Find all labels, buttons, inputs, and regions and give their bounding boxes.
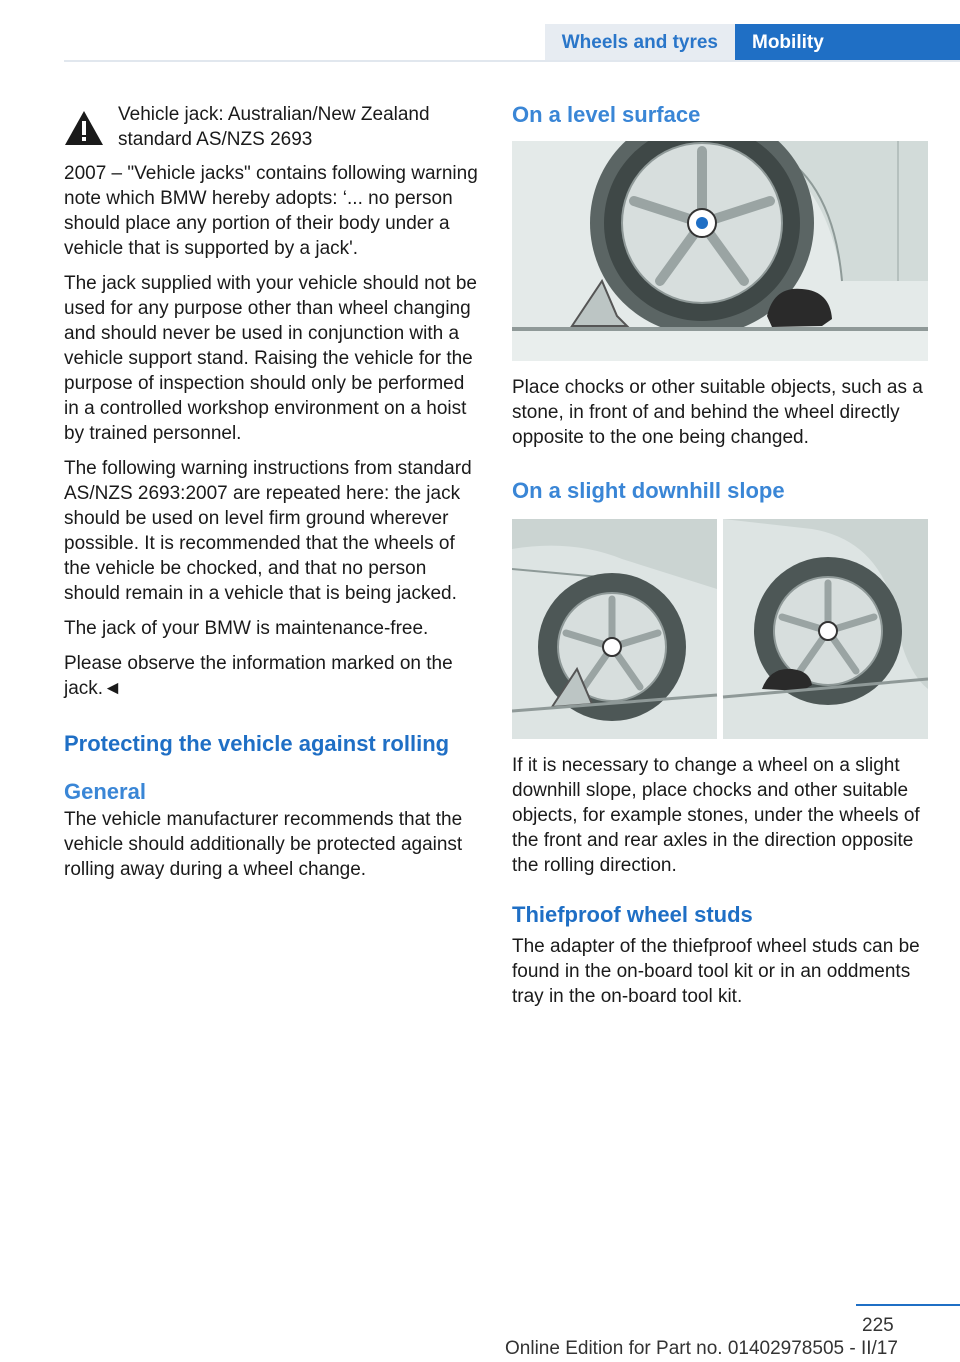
level-surface-title: On a level surface	[512, 102, 701, 127]
paragraph: The following warning instructions from standard AS/NZS 2693:2007 are repeated here: the jack should be used on level firm ground wherever possible. It is recommended that the wheels of the vehicle be chocked, and that no person should remain in a vehicle that is being jacked.	[64, 458, 472, 604]
tab-wheels-and-tyres[interactable]: Wheels and tyres	[545, 24, 735, 61]
downhill-slope-title: On a slight downhill slope	[512, 478, 785, 503]
level-surface-illustration	[512, 141, 928, 361]
thiefproof-studs-text: The adapter of the thiefproof wheel studs can be found in the on-board tool kit or in an oddments tray in the on-board tool kit.	[512, 936, 920, 1007]
paragraph: The vehicle manufacturer recommends that the vehicle should additionally be protected against rolling away during a wheel change.	[64, 809, 463, 880]
thiefproof-studs-title: Thiefproof wheel studs	[512, 902, 753, 927]
paragraph: 2007 – "Vehicle jacks" contains following warning note which BMW hereby adopts: ‘... no person should place any portion of their body under a vehicle that is supported by a jack'.	[64, 163, 478, 259]
page-number: 225	[862, 1315, 894, 1336]
right-column	[512, 102, 926, 1019]
downhill-slope-text: If it is necessary to change a wheel on a slight downhill slope, place chocks and other suitable objects, for example stones, under the wheels of the front and rear axles in the direction opposite the rolling direction.	[512, 755, 920, 876]
left-column	[64, 102, 478, 892]
paragraph: The jack supplied with your vehicle should not be used for any purpose other than wheel changing and should never be used in conjunction with a vehicle support stand. Raising the vehicle for the purpose of inspection should only be performed in a controlled workshop environment on a hoist by trained personnel.	[64, 273, 477, 444]
footer-divider	[856, 1304, 960, 1306]
chapter-tabs	[545, 24, 960, 61]
downhill-slope-illustration	[512, 519, 928, 739]
warning-block	[64, 102, 478, 161]
tab-mobility[interactable]: Mobility	[735, 24, 960, 61]
subsection-title: General	[64, 779, 146, 804]
edition-footer: Online Edition for Part no. 01402978505 - II/17	[505, 1338, 898, 1359]
section-title: Protecting the vehicle against rolling	[64, 731, 450, 756]
header-divider	[64, 60, 960, 62]
level-surface-text: Place chocks or other suitable objects, such as a stone, in front of and behind the wheel directly opposite to the one being changed.	[512, 377, 923, 448]
paragraph: The jack of your BMW is maintenance-free.	[64, 618, 429, 639]
paragraph: Please observe the information marked on the jack.◄	[64, 653, 453, 699]
warning-triangle-icon	[64, 110, 104, 146]
warning-heading: Vehicle jack: Australian/New Zealand standard AS/NZS 2693	[118, 104, 430, 150]
